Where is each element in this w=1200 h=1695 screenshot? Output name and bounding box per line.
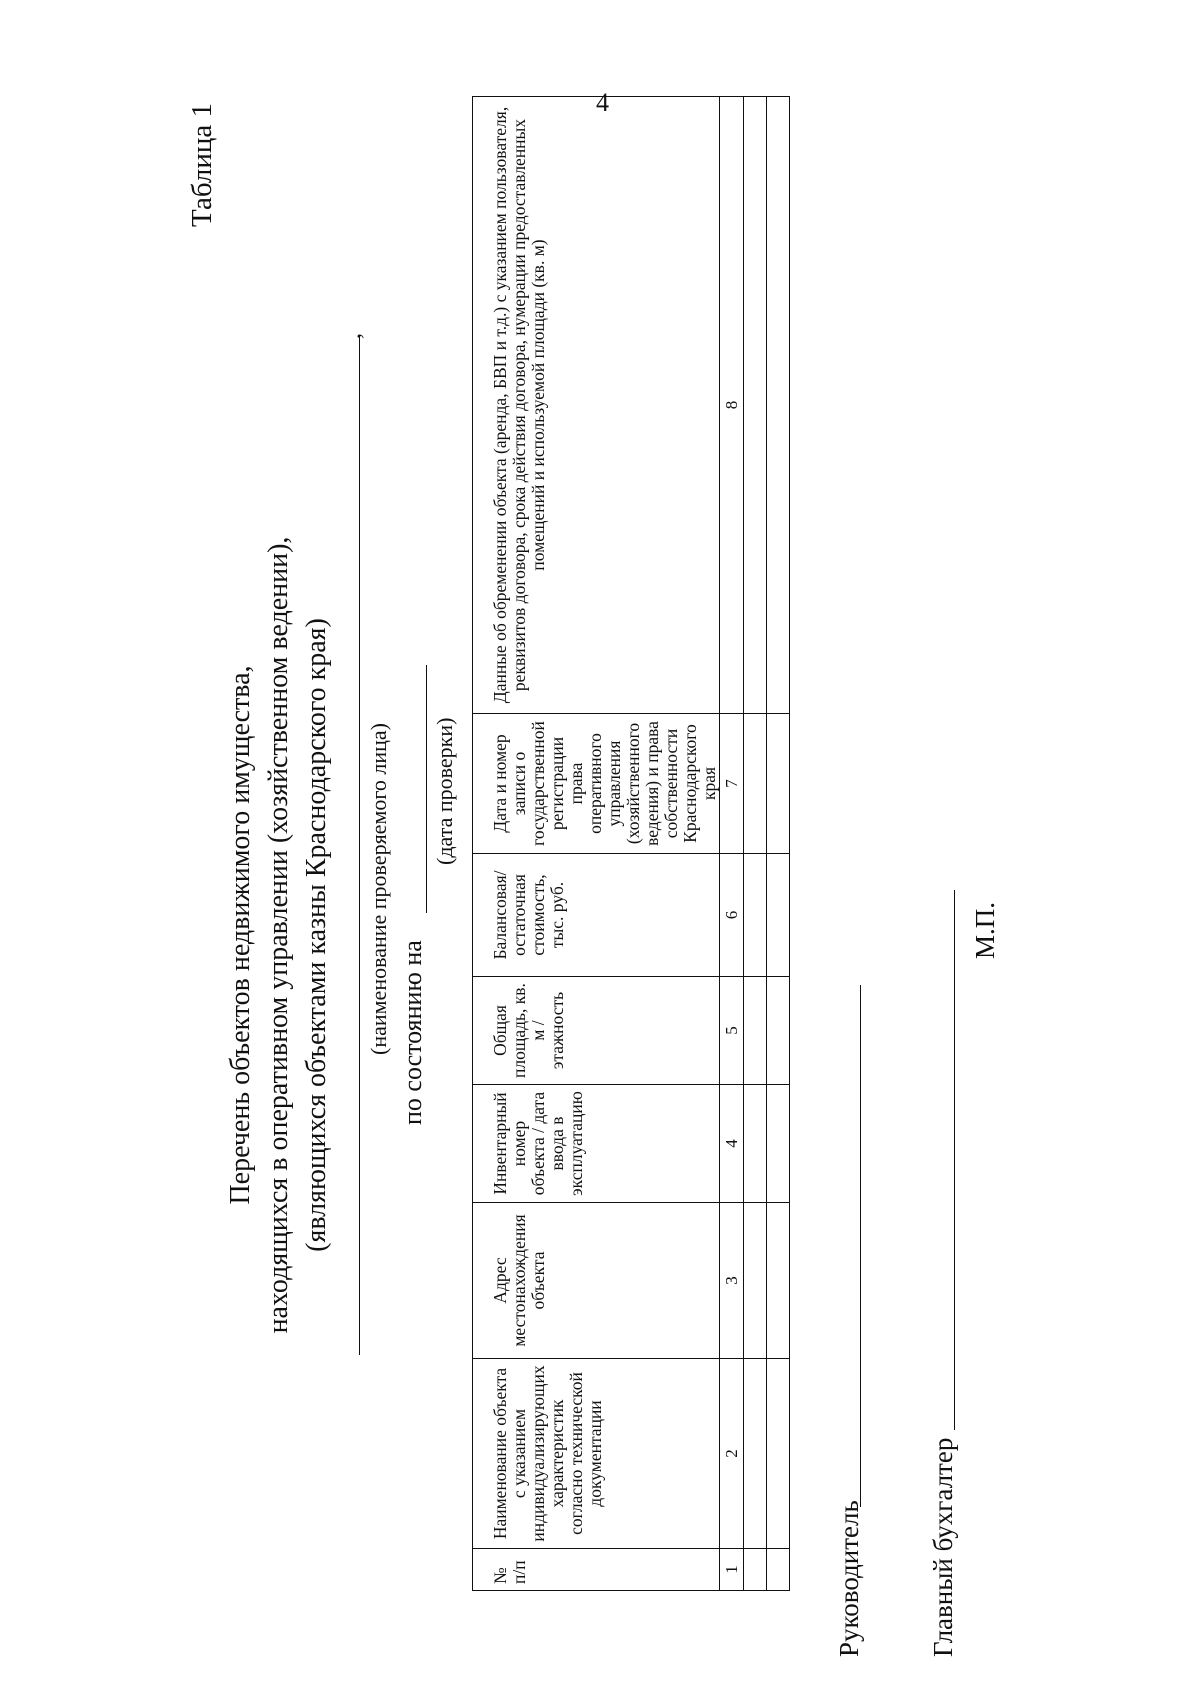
table-cell[interactable] — [744, 854, 767, 977]
header-row — [473, 97, 720, 1591]
table-row[interactable] — [744, 97, 767, 1591]
table-cell[interactable] — [744, 1549, 767, 1591]
column-number-cell: 6 — [720, 854, 744, 977]
organization-name-hint: (наименование проверяемого лица) — [366, 723, 391, 1055]
table-cell[interactable] — [767, 1359, 790, 1549]
header-cell: Адрес местонахождения объекта — [473, 1203, 720, 1359]
page-number: 4 — [596, 88, 609, 117]
title-line-2: находящихся в оперативном управлении (хозяйственном ведении), — [263, 536, 294, 1334]
accountant-signature-line[interactable] — [954, 890, 955, 1430]
column-number-cell: 3 — [720, 1203, 744, 1359]
header-cell: № п/п — [473, 1549, 720, 1591]
property-table — [472, 96, 790, 1591]
column-number-cell: 1 — [720, 1549, 744, 1591]
head-signature-line[interactable] — [860, 985, 861, 1507]
table-row[interactable] — [767, 97, 790, 1591]
column-number-row — [720, 97, 744, 1591]
header-cell: Балансовая/ остаточная стоимость, тыс. руб. — [473, 854, 720, 977]
column-number-cell: 5 — [720, 977, 744, 1085]
name-comma: , — [340, 333, 366, 339]
table-cell[interactable] — [767, 97, 790, 714]
header-cell: Инвентарный номер объекта / дата ввода в эксплуатацию — [473, 1085, 720, 1203]
column-number-cell: 2 — [720, 1359, 744, 1549]
table-cell[interactable] — [767, 1549, 790, 1591]
column-number-cell: 8 — [720, 97, 744, 714]
table-cell[interactable] — [767, 714, 790, 854]
column-number-cell: 4 — [720, 1085, 744, 1203]
inspection-date-hint: (дата проверки) — [432, 717, 457, 865]
rotated-form — [10, 5, 1190, 1685]
header-cell: Данные об обременении объекта (аренда, БВП и т.д.) с указанием пользователя, реквизитов договора, срока действия договора, нумерации предоставленных помещений и используемой площади (кв. м) — [473, 97, 720, 714]
as-of-label: по состоянию на — [398, 940, 427, 1125]
organization-name-line[interactable] — [359, 335, 360, 1355]
title-line-1: Перечень объектов недвижимого имущества, — [225, 665, 256, 1205]
table-cell[interactable] — [744, 1085, 767, 1203]
table-cell[interactable] — [767, 1203, 790, 1359]
table-cell[interactable] — [744, 1203, 767, 1359]
head-signature-label: Руководитель — [834, 1500, 864, 1657]
table-cell[interactable] — [767, 977, 790, 1085]
seal-label: М.П. — [970, 901, 1000, 959]
table-cell[interactable] — [744, 714, 767, 854]
title-line-3: (являющихся объектами казны Краснодарского края) — [301, 618, 332, 1252]
inspection-date-line[interactable] — [426, 665, 427, 913]
table-cell[interactable] — [744, 1359, 767, 1549]
column-number-cell: 7 — [720, 714, 744, 854]
header-cell: Общая площадь, кв. м / этажность — [473, 977, 720, 1085]
table-cell[interactable] — [744, 977, 767, 1085]
table-cell[interactable] — [744, 97, 767, 714]
table-cell[interactable] — [767, 1085, 790, 1203]
accountant-signature-label: Главный бухгалтер — [928, 1437, 958, 1657]
header-cell: Наименование объекта с указанием индивидуализирующих характеристик согласно технической документации — [473, 1359, 720, 1549]
table-label: Таблица 1 — [186, 102, 218, 227]
table-cell[interactable] — [767, 854, 790, 977]
header-cell: Дата и номер записи о государственной регистрации права оперативного управления (хозяйственного ведения) и права собственности Краснодарского края — [473, 714, 720, 854]
